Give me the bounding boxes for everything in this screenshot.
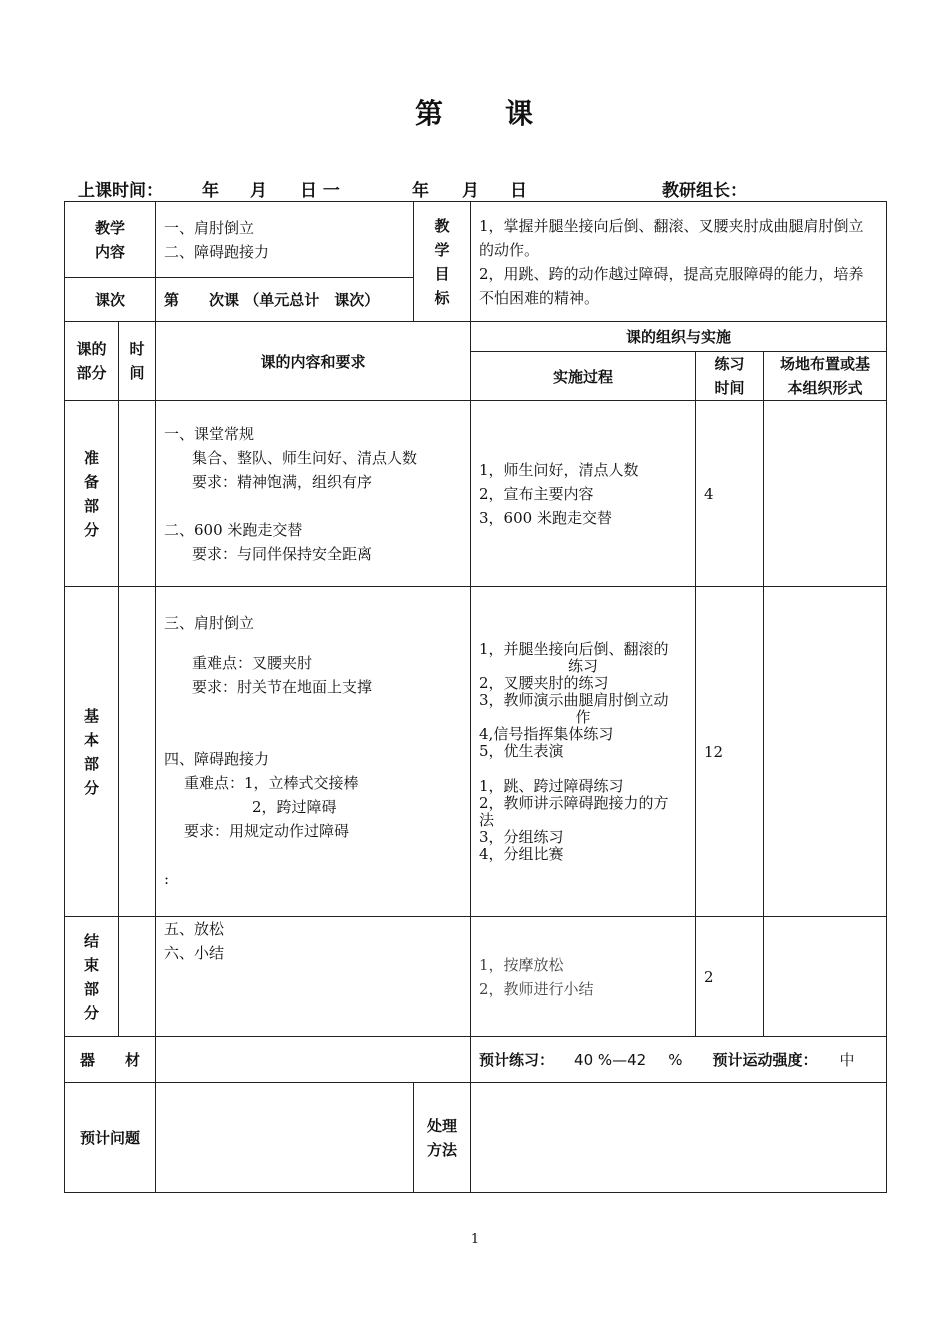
basic-process-item: 作 bbox=[575, 707, 591, 726]
col-process: 实施过程 bbox=[471, 352, 696, 401]
basic-line: 四、障碍跑接力 bbox=[164, 750, 270, 768]
col-layout: 场地布置或基 本组织形式 bbox=[764, 352, 887, 401]
end-minutes: 2 bbox=[696, 917, 764, 1037]
basic-label: 基 本 部 分 bbox=[65, 587, 119, 917]
prep-line: 二、600 米跑走交替 bbox=[164, 520, 303, 539]
basic-line: 重难点：叉腰夹肘 bbox=[192, 654, 313, 672]
prep-line: 一、课堂常规 bbox=[164, 424, 255, 443]
end-line: 六、小结 bbox=[164, 944, 225, 962]
year-2: 年 bbox=[412, 181, 429, 201]
prep-process-item: 2，宣布主要内容 bbox=[479, 484, 594, 503]
col-practice-time: 练习 时间 bbox=[696, 352, 764, 401]
year-1: 年 bbox=[202, 181, 219, 201]
page-number: 1 bbox=[470, 1232, 480, 1247]
class-time-line bbox=[78, 176, 878, 200]
basic-process-item: 5，优生表演 bbox=[479, 741, 564, 760]
page-title bbox=[0, 92, 950, 132]
content-item: 一、肩肘倒立 bbox=[164, 218, 255, 237]
goal-label: 教 学 目 标 bbox=[414, 202, 471, 322]
intensity-label: 预计运动强度： bbox=[712, 1051, 818, 1069]
basic-process-item: 1，跳、跨过障碍练习 bbox=[479, 776, 624, 795]
content-item: 二、障碍跑接力 bbox=[164, 242, 270, 261]
equipment-label: 器 材 bbox=[65, 1037, 156, 1083]
prep-process bbox=[471, 401, 696, 587]
prep-process-item: 3，600 米跑走交替 bbox=[479, 508, 612, 527]
basic-process-item: 1，并腿坐接向后倒、翻滚的 bbox=[479, 639, 669, 658]
basic-content bbox=[156, 587, 471, 917]
prep-line: 要求：精神饱满，组织有序 bbox=[192, 472, 373, 491]
basic-process-item: 4，分组比赛 bbox=[479, 844, 564, 863]
equipment-value bbox=[156, 1037, 471, 1083]
end-process bbox=[471, 917, 696, 1037]
day-1: 日 一 bbox=[300, 181, 340, 201]
prep-line: 集合、整队、师生问好、清点人数 bbox=[192, 448, 418, 467]
end-content bbox=[156, 917, 471, 1037]
basic-process-item: 2，叉腰夹肘的练习 bbox=[479, 673, 609, 692]
prep-process-item: 1，师生问好，清点人数 bbox=[479, 460, 639, 479]
title-char-2: 课 bbox=[505, 97, 536, 130]
class-time-label: 上课时间： bbox=[78, 181, 163, 201]
basic-process-item: 练习 bbox=[568, 656, 599, 675]
handle-label: 处理 方法 bbox=[414, 1083, 471, 1193]
content-items bbox=[156, 202, 414, 278]
col-content: 课的内容和要求 bbox=[156, 322, 471, 401]
basic-line: 重难点：1，立棒式交接棒 bbox=[184, 774, 359, 792]
end-time bbox=[119, 917, 156, 1037]
basic-process-item: 3，分组练习 bbox=[479, 827, 564, 846]
lesson-value: 第 次课 （单元总计 课次） bbox=[156, 278, 414, 322]
practice-label: 预计练习： bbox=[479, 1051, 555, 1069]
prep-time bbox=[119, 401, 156, 587]
practice-percent: % bbox=[668, 1051, 683, 1069]
prep-line: 要求：与同伴保持安全距离 bbox=[192, 544, 373, 563]
prep-minutes: 4 bbox=[696, 401, 764, 587]
basic-process bbox=[471, 587, 696, 917]
prep-label: 准 备 部 分 bbox=[65, 401, 119, 587]
basic-minutes: 12 bbox=[696, 587, 764, 917]
intensity-value: 中 bbox=[839, 1051, 855, 1069]
end-layout bbox=[764, 917, 887, 1037]
practice-value: 40 %—42 bbox=[574, 1051, 647, 1069]
basic-line: 要求：用规定动作过障碍 bbox=[184, 822, 350, 840]
basic-process-item: 3，教师演示曲腿肩肘倒立动 bbox=[479, 690, 669, 709]
basic-line: 要求：肘关节在地面上支撑 bbox=[192, 678, 373, 696]
practice-summary bbox=[471, 1037, 887, 1083]
goal-text bbox=[471, 202, 887, 322]
end-process-item: 2，教师进行小结 bbox=[479, 979, 594, 998]
problems-value bbox=[156, 1083, 414, 1193]
basic-process-item: 4,信号指挥集体练习 bbox=[479, 724, 614, 743]
day-2: 日 bbox=[510, 181, 527, 201]
month-2: 月 bbox=[462, 181, 479, 201]
handle-value bbox=[471, 1083, 887, 1193]
lesson-label: 课次 bbox=[65, 278, 156, 322]
goal-item: 1，掌握并腿坐接向后倒、翻滚、叉腰夹肘成曲腿肩肘倒立的动作。 bbox=[479, 216, 864, 259]
leader-label: 教研组长： bbox=[662, 181, 747, 201]
basic-line: 2，跨过障碍 bbox=[252, 798, 337, 816]
problems-label: 预计问题 bbox=[65, 1083, 156, 1193]
prep-content bbox=[156, 401, 471, 587]
col-time: 时 间 bbox=[119, 322, 156, 401]
col-part: 课的 部分 bbox=[65, 322, 119, 401]
end-line: 五、放松 bbox=[164, 920, 225, 938]
goal-item: 2，用跳、跨的动作越过障碍，提高克服障碍的能力，培养不怕困难的精神。 bbox=[479, 264, 864, 307]
basic-process-item: 法 bbox=[479, 810, 495, 829]
col-org: 课的组织与实施 bbox=[471, 322, 887, 352]
end-label: 结 束 部 分 bbox=[65, 917, 119, 1037]
basic-process-item: 2，教师讲示障碍跑接力的方 bbox=[479, 793, 669, 812]
prep-line bbox=[164, 494, 462, 518]
title-char-1: 第 bbox=[414, 97, 445, 130]
month-1: 月 bbox=[250, 181, 267, 201]
basic-line: 三、肩肘倒立 bbox=[164, 614, 255, 632]
basic-colon: : bbox=[164, 870, 170, 888]
end-process-item: 1，按摩放松 bbox=[479, 955, 564, 974]
content-label: 教学 内容 bbox=[65, 202, 156, 278]
basic-layout bbox=[764, 587, 887, 917]
lesson-plan-table bbox=[64, 201, 887, 1193]
prep-layout bbox=[764, 401, 887, 587]
basic-time bbox=[119, 587, 156, 917]
